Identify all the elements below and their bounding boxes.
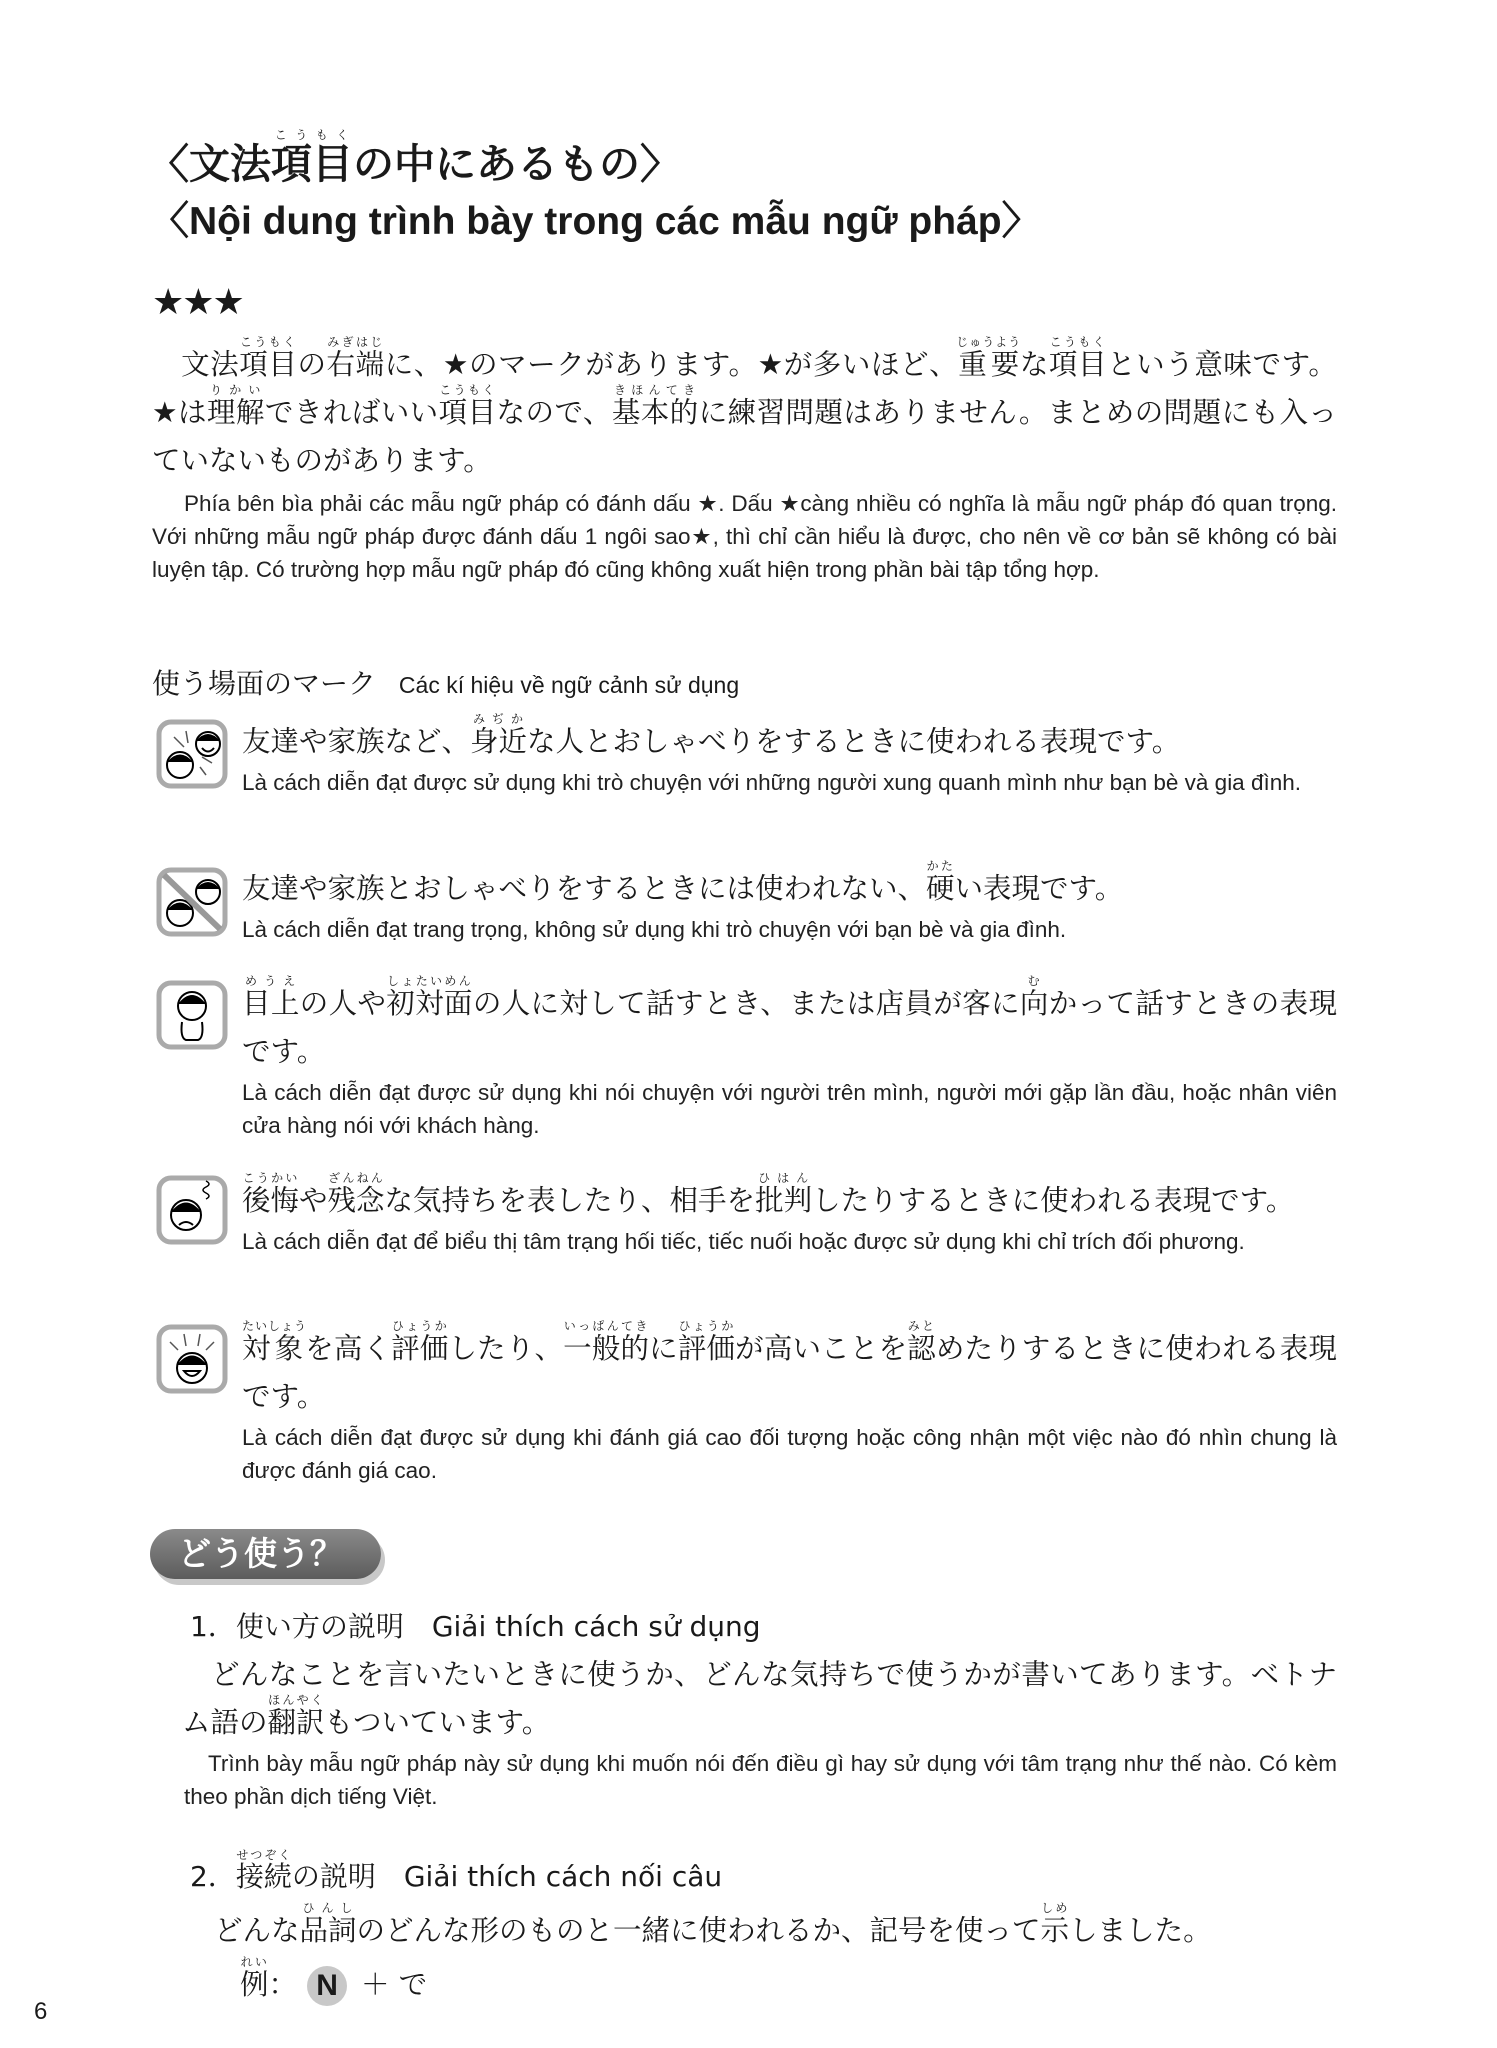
- furigana-word: 例れい: [240, 1955, 269, 2001]
- furigana-word: 批判ひはん: [755, 1171, 813, 1217]
- marks-heading-vn: Các kí hiệu về ngữ cảnh sử dụng: [398, 672, 740, 698]
- text-segment: 1．使い方の説明 Giải thích cách sử dụng: [190, 1610, 761, 1643]
- text-segment: な気持ちを表したり、相手を: [384, 1184, 756, 1217]
- mark-item-regret: [242, 1171, 1337, 1258]
- furigana-word: 一般的いっぱんてき: [563, 1319, 650, 1365]
- furigana-reading: ひょうか: [677, 1319, 735, 1333]
- example-line: [240, 1955, 1337, 2009]
- mark-vn: Là cách diễn đạt được sử dụng khi đánh giá cao đối tượng hoặc công nhận một việc nào đó nhìn chung là được đánh giá cao.: [242, 1425, 1337, 1483]
- furigana-reading: きほんてき: [611, 383, 699, 397]
- no-casual-chat-icon: [156, 867, 228, 937]
- furigana-word: 項目こうもく: [239, 335, 298, 381]
- marks-heading-jp: 使う場面のマーク: [152, 667, 377, 700]
- how-to-use-badge: どう使う？: [150, 1529, 381, 1579]
- furigana-word: 後悔こうかい: [242, 1171, 300, 1217]
- mark-jp: [242, 1171, 1337, 1225]
- text-segment: の人に対して話すとき、または店員が客に: [472, 987, 1020, 1020]
- text-segment: という意味です。★は: [152, 348, 1337, 429]
- furigana-reading: れい: [240, 1955, 269, 1969]
- noun-badge: N: [307, 1966, 347, 2006]
- text-segment: のどんな形のものと一緒に使われるか、記号を使って: [356, 1914, 1041, 1947]
- mark-jp: [242, 712, 1337, 766]
- mark-item-polite: [242, 974, 1337, 1142]
- furigana-reading: ひんし: [299, 1901, 357, 1915]
- furigana-reading: かた: [926, 859, 955, 873]
- furigana-word: 評価ひょうか: [677, 1319, 736, 1365]
- furigana-word: 重要じゅうよう: [956, 335, 1022, 381]
- section-body-jp: [214, 1901, 1337, 1955]
- text-segment: に: [649, 1332, 678, 1365]
- text-segment: な: [1019, 348, 1049, 381]
- text-segment: したりするときに使われる表現です。: [812, 1184, 1295, 1217]
- example-pattern: ＋ で: [361, 1968, 428, 2001]
- casual-chat-icon: [156, 719, 228, 789]
- furigana-reading: ほんやく: [267, 1693, 325, 1707]
- furigana-word: 硬かた: [926, 859, 955, 905]
- text-segment: を高く: [305, 1332, 392, 1365]
- furigana-reading: ひはん: [755, 1171, 813, 1185]
- furigana-word: 身近みぢか: [470, 712, 528, 758]
- text-segment: どんな: [214, 1914, 300, 1947]
- section-heading: [190, 1603, 1337, 1651]
- furigana-word: 目上めうえ: [242, 974, 300, 1020]
- text-segment: 文法: [152, 348, 240, 381]
- mark-jp: [242, 859, 1337, 913]
- mark-jp: [242, 974, 1337, 1076]
- furigana-word: 理解りかい: [206, 383, 265, 429]
- text-segment: の人や: [299, 987, 387, 1020]
- page-number: 6: [34, 1998, 48, 2025]
- text-segment: の中にあるもの〉: [353, 140, 681, 188]
- mark-item-praise: [242, 1319, 1337, 1487]
- stars-explanation-jp: [152, 335, 1337, 485]
- furigana-reading: じゅうよう: [956, 335, 1022, 349]
- text-segment: めたりするときに使われる表現です。: [242, 1332, 1337, 1413]
- text-segment: が高いことを: [735, 1332, 908, 1365]
- furigana-reading: こうもく: [1048, 335, 1107, 349]
- furigana-word: 項目こうもく: [438, 383, 497, 429]
- section-heading: [190, 1848, 1337, 1901]
- furigana-reading: む: [1019, 974, 1049, 988]
- mark-item-casual: [242, 712, 1337, 799]
- text-segment: 2．: [190, 1860, 236, 1893]
- furigana-word: 初対面しょたいめん: [386, 974, 473, 1020]
- text-segment: なので、: [496, 396, 612, 429]
- text-segment: や: [299, 1184, 328, 1217]
- furigana-word: 項目こうもく: [271, 128, 353, 188]
- text-segment: 友達や家族とおしゃべりをするときには使われない、: [242, 872, 927, 905]
- furigana-reading: りかい: [206, 383, 265, 397]
- furigana-reading: たいしょう: [242, 1319, 308, 1333]
- example-label: [240, 1955, 298, 2001]
- text-segment: ：: [268, 1968, 298, 2001]
- text-segment: できればいい: [264, 396, 439, 429]
- furigana-reading: せつぞく: [235, 1848, 292, 1862]
- regretful-face-icon: [156, 1175, 228, 1245]
- text-segment: に練習問題はありません。まとめの問題にも入っていないものがあります。: [152, 396, 1337, 477]
- marks-heading: [152, 662, 739, 702]
- furigana-reading: こうかい: [242, 1171, 300, 1185]
- furigana-reading: ざんねん: [327, 1171, 385, 1185]
- section-usage-explanation: [182, 1603, 1337, 1813]
- text-segment: かって話すときの表現です。: [242, 987, 1337, 1068]
- furigana-word: 残念ざんねん: [327, 1171, 385, 1217]
- furigana-word: 接続せつぞく: [235, 1848, 292, 1893]
- bowing-person-icon: [156, 980, 228, 1050]
- furigana-word: 認みと: [907, 1319, 936, 1365]
- section-body-vn: Trình bày mẫu ngữ pháp này sử dụng khi muốn nói đến điều gì hay sử dụng với tâm trạng như thế nào. Có kèm theo phần dịch tiếng Việt.: [184, 1751, 1337, 1809]
- furigana-word: 右端みぎはじ: [326, 335, 385, 381]
- page-title-jp: [148, 128, 681, 193]
- text-segment: 〈文法: [148, 140, 271, 188]
- furigana-word: 翻訳ほんやく: [267, 1693, 325, 1739]
- praising-face-icon: [156, 1324, 228, 1394]
- text-segment: い表現です。: [954, 872, 1124, 905]
- section-connection-explanation: [190, 1848, 1337, 2009]
- stars-explanation-vn: Phía bên bìa phải các mẫu ngữ pháp có đánh dấu ★. Dấu ★càng nhiều có nghĩa là mẫu ngữ pháp đó quan trọng. Với những mẫu ngữ pháp được đánh dấu 1 ngôi sao★, thì chỉ cần hiểu là được, cho nên về cơ bản sẽ không có bài luyện tập. Có trường hợp mẫu ngữ pháp đó cũng không xuất hiện trong phần bài tập tổng hợp.: [152, 491, 1337, 582]
- furigana-reading: みぢか: [470, 712, 528, 726]
- text-segment: に、★のマークがあります。★が多いほど、: [384, 348, 959, 381]
- text-segment: の: [297, 348, 327, 381]
- text-segment: 友達や家族など、: [242, 725, 471, 758]
- furigana-reading: ひょうか: [391, 1319, 449, 1333]
- furigana-word: 項目こうもく: [1048, 335, 1108, 381]
- furigana-reading: こうもく: [438, 383, 497, 397]
- mark-item-formal: [242, 859, 1337, 946]
- furigana-word: 品詞ひんし: [299, 1901, 357, 1947]
- section-body-jp: [182, 1651, 1337, 1747]
- mark-vn: Là cách diễn đạt trang trọng, không sử dụng khi trò chuyện với bạn bè và gia đình.: [242, 917, 1067, 942]
- stars-heading: ★★★: [152, 282, 243, 323]
- furigana-reading: しょたいめん: [386, 974, 473, 988]
- furigana-reading: しめ: [1040, 1901, 1070, 1915]
- mark-vn: Là cách diễn đạt được sử dụng khi nói chuyện với người trên mình, người mới gặp lần đầu, hoặc nhân viên cửa hàng nói với khách hàng.: [242, 1080, 1337, 1138]
- text-segment: な人とおしゃべりをするときに使われる表現です。: [527, 725, 1181, 758]
- furigana-reading: こうもく: [239, 335, 297, 349]
- mark-vn: Là cách diễn đạt được sử dụng khi trò chuyện với những người xung quanh mình như bạn bè và gia đình.: [242, 770, 1301, 795]
- text-segment: もついています。: [324, 1706, 551, 1739]
- furigana-word: 向む: [1019, 974, 1049, 1020]
- furigana-word: 基本的きほんてき: [611, 383, 699, 429]
- furigana-word: 評価ひょうか: [391, 1319, 449, 1365]
- mark-jp: [242, 1319, 1337, 1421]
- furigana-word: 示しめ: [1040, 1901, 1070, 1947]
- text-segment: しました。: [1069, 1914, 1212, 1947]
- furigana-reading: みぎはじ: [326, 335, 385, 349]
- furigana-reading: みと: [907, 1319, 936, 1333]
- mark-vn: Là cách diễn đạt để biểu thị tâm trạng hối tiếc, tiếc nuối hoặc được sử dụng khi chỉ trích đối phương.: [242, 1229, 1245, 1254]
- furigana-reading: めうえ: [242, 974, 300, 988]
- page-title-vn: 〈Nội dung trình bày trong các mẫu ngữ pháp〉: [150, 200, 1041, 243]
- text-segment: したり、: [448, 1332, 564, 1365]
- furigana-word: 対象たいしょう: [242, 1319, 308, 1365]
- furigana-reading: こうもく: [271, 128, 353, 142]
- text-segment: の説明 Giải thích cách nối câu: [291, 1860, 723, 1893]
- text-segment: どんなことを言いたいときに使うか、どんな気持ちで使うかが書いてあります。ベトナム語の: [182, 1658, 1337, 1739]
- furigana-reading: いっぱんてき: [563, 1319, 649, 1333]
